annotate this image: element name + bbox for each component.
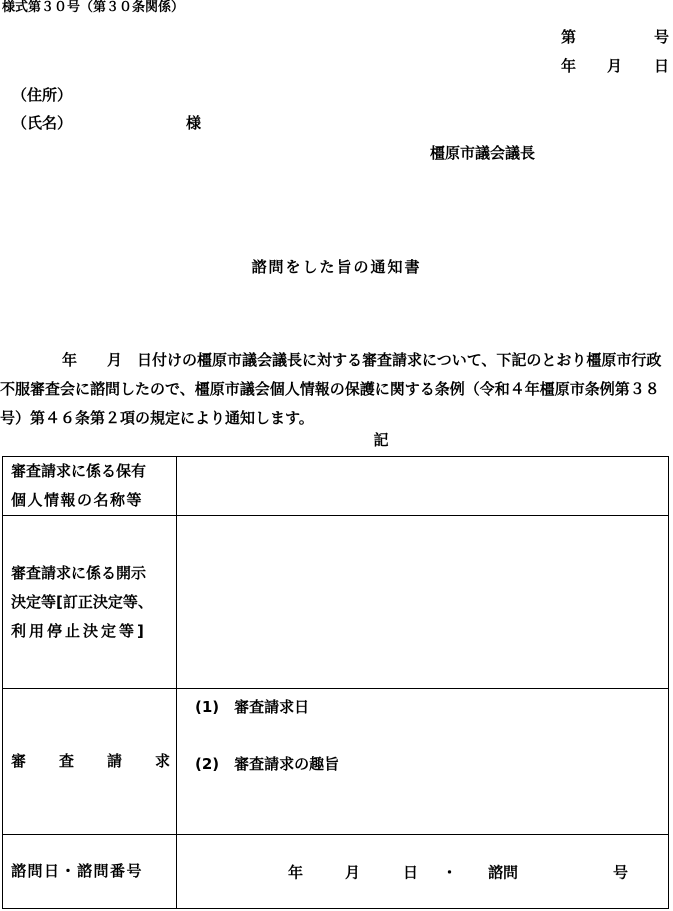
doc-number-dai: 第 [561, 28, 577, 46]
row2-label-line1: 審査請求に係る開示 [11, 563, 147, 582]
recipient-name-label: （氏名） [12, 114, 73, 132]
doc-date-year: 年 [561, 57, 577, 75]
row2-label [3, 516, 177, 689]
row2-label-line2: 決定等[訂正決定等、 [11, 592, 153, 611]
row4-separator: ・ [442, 863, 458, 881]
table-row [3, 457, 669, 516]
body-line-2: 不服審査会に諮問したので、橿原市議会個人情報の保護に関する条例（令和４年橿原市条例第３８ [0, 380, 660, 398]
row4-value[interactable] [177, 835, 669, 909]
record-table [2, 456, 669, 909]
row1-label-line2: 個人情報の名称等 [11, 491, 144, 509]
row4-month: 月 [345, 863, 361, 881]
row4-go: 号 [613, 863, 629, 881]
row3-label-char1: 審 [11, 752, 27, 770]
recipient-address-label: （住所） [12, 86, 73, 104]
request-date-item: (1) 審査請求日 [195, 698, 310, 716]
doc-number-go: 号 [654, 28, 670, 46]
request-purpose-item: (2) 審査請求の趣旨 [195, 755, 340, 773]
row1-label [3, 457, 177, 516]
row2-value[interactable] [177, 516, 669, 689]
recipient-honorific: 様 [186, 114, 202, 132]
row4-day: 日 [403, 863, 419, 881]
table-row [3, 516, 669, 689]
row4-label [3, 835, 177, 909]
body-line-1: 年 月 日付けの橿原市議会議長に対する審査請求について、下記のとおり橿原市行政 [62, 351, 662, 369]
row4-label-text: 諮問日・諮問番号 [11, 862, 144, 880]
table-row [3, 689, 669, 835]
body-line-3: 号）第４６条第２項の規定により通知します。 [0, 409, 314, 427]
form-number: 様式第３０号（第３０条関係） [2, 0, 185, 15]
table-row [3, 835, 669, 909]
row1-value[interactable] [177, 457, 669, 516]
row3-label-char3: 請 [106, 752, 122, 770]
row3-value[interactable] [177, 689, 669, 835]
body-paragraph [0, 346, 673, 433]
row4-year: 年 [288, 863, 304, 881]
doc-date-day: 日 [654, 57, 670, 75]
row4-shimon: 諮問 [488, 863, 519, 881]
row2-label-line3: 利用停止決定等] [11, 621, 147, 640]
ki-heading: 記 [373, 431, 389, 449]
row1-label-line1: 審査請求に係る保有 [11, 462, 147, 480]
row3-label-char2: 査 [58, 752, 74, 770]
document-title: 諮問をした旨の通知書 [251, 258, 422, 276]
row3-label-char4: 求 [154, 752, 170, 770]
doc-date-month: 月 [607, 57, 623, 75]
sender-title: 橿原市議会議長 [430, 144, 536, 162]
row3-label [3, 689, 177, 835]
